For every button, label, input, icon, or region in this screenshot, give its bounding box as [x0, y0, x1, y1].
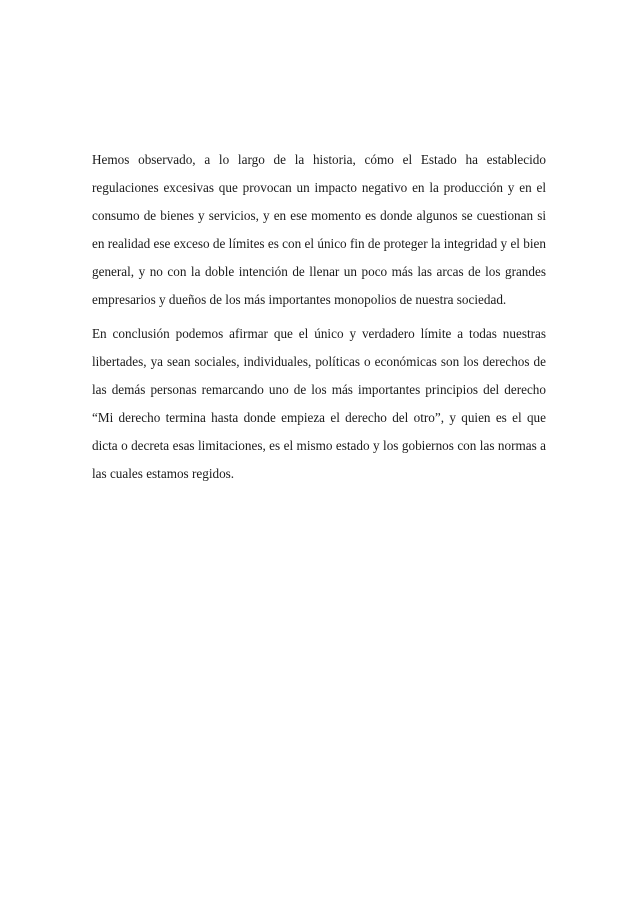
- paragraph-conclusion: En conclusión podemos afirmar que el único y verdadero límite a todas nuestras libertades, ya sean sociales, individuales, políticas o económicas son los derechos de las demás personas remarcando uno de los más importantes principios del derecho “Mi derecho termina hasta donde empieza el derecho del otro”, y quien es el que dicta o decreta esas limitaciones, es el mismo estado y los gobiernos con las normas a las cuales estamos regidos.: [92, 326, 546, 481]
- paragraph-regulations: Hemos observado, a lo largo de la historia, cómo el Estado ha establecido regulaciones excesivas que provocan un impacto negativo en la producción y en el consumo de bienes y servicios, y en ese momento es donde algunos se cuestionan si en realidad ese exceso de límites es con el único fin de proteger la integridad y el bien general, y no con la doble intención de llenar un poco más las arcas de los grandes empresarios y dueños de los más importantes monopolios de nuestra sociedad.: [92, 152, 546, 307]
